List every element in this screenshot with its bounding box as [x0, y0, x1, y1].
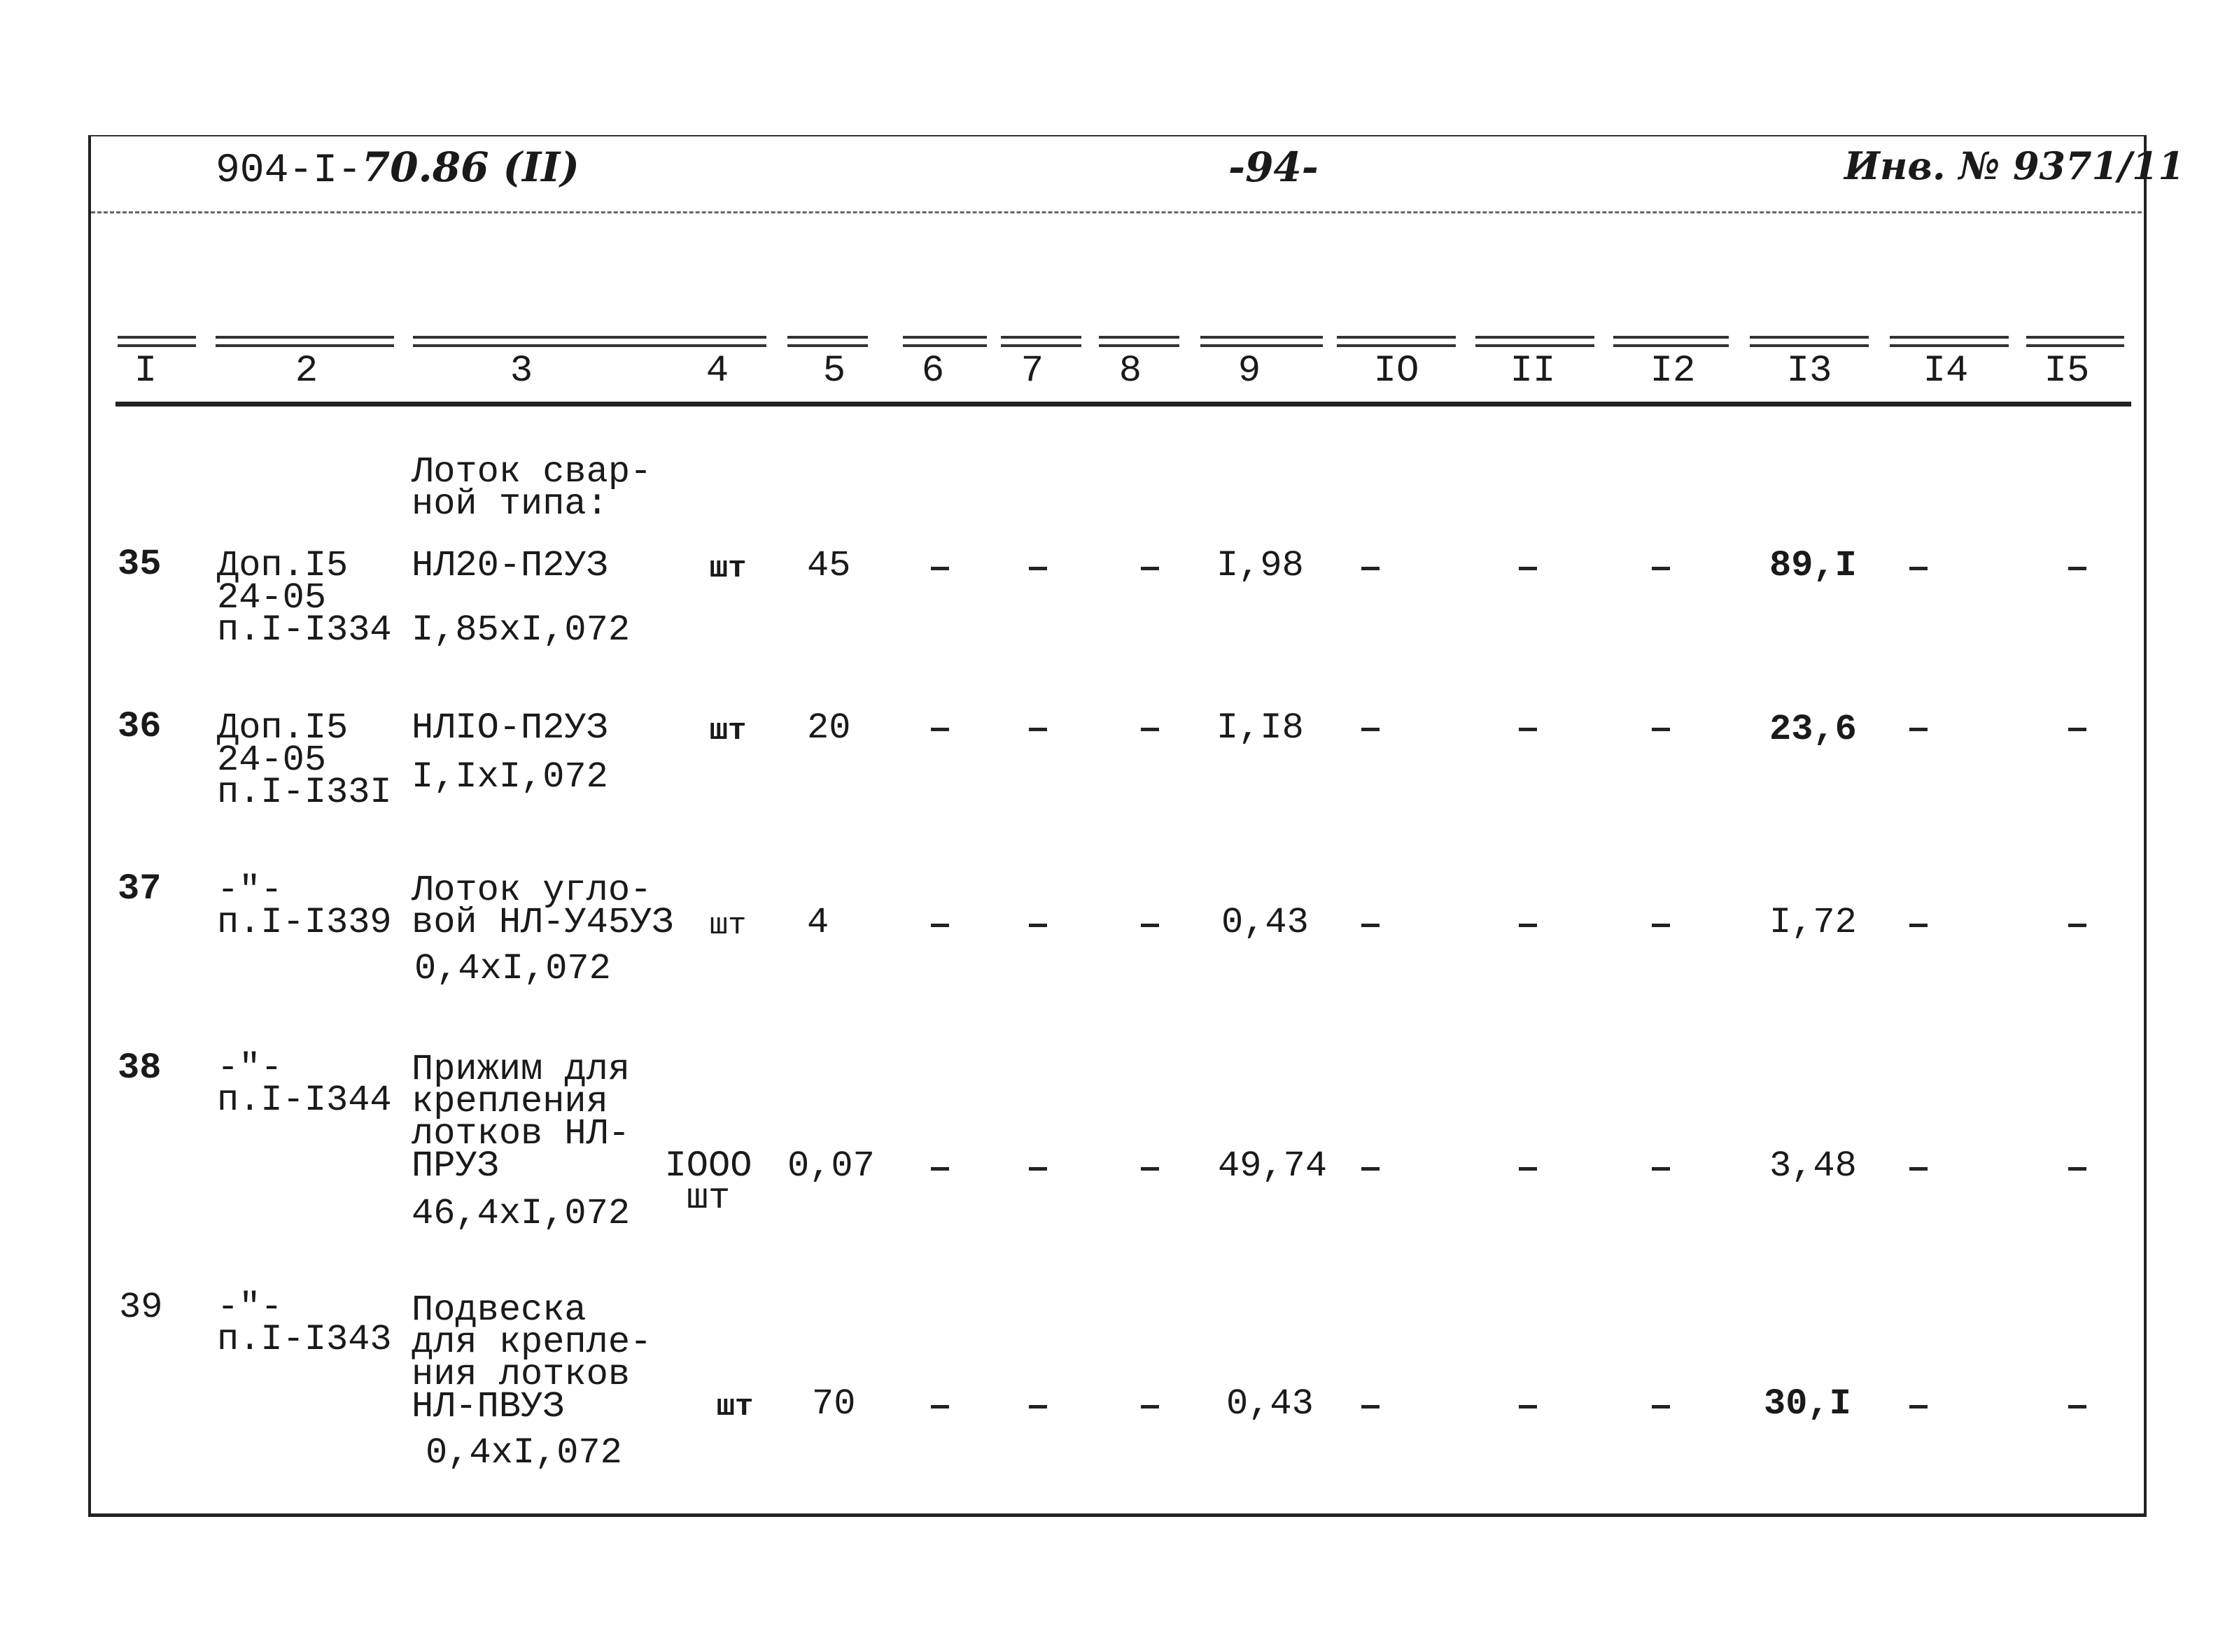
column-rule [903, 336, 987, 347]
row-col13: 23,6 [1769, 709, 1857, 750]
column-rule [118, 336, 196, 347]
row-quantity: 20 [807, 707, 851, 749]
row-reference: Доп.I5 24-05 п.I-I33I [217, 707, 392, 813]
row-quantity: 4 [807, 902, 829, 943]
row-number: 35 [118, 544, 162, 585]
empty-dash [931, 728, 949, 731]
empty-dash [1029, 1167, 1047, 1171]
column-rule [1613, 336, 1729, 347]
column-header: 8 [1118, 350, 1142, 393]
document-code: 904-I-70.86 (II) [216, 143, 580, 194]
empty-dash [1519, 567, 1537, 570]
row-reference: Доп.I5 24-05 п.I-I334 [217, 545, 392, 651]
row-number: 39 [119, 1287, 163, 1328]
column-header: I3 [1786, 350, 1832, 393]
row-unit: шт [709, 551, 747, 586]
row-col9: 0,43 [1221, 902, 1309, 943]
column-header: 2 [295, 350, 318, 393]
empty-dash [1519, 1405, 1537, 1409]
row-quantity: 45 [807, 545, 851, 586]
empty-dash [1909, 728, 1928, 731]
row-number: 37 [118, 868, 162, 910]
column-header: I2 [1650, 350, 1696, 393]
column-header: 4 [706, 350, 729, 393]
empty-dash [1141, 1167, 1159, 1171]
column-rule [413, 336, 686, 347]
row-col9: I,98 [1216, 545, 1304, 586]
row-dimensions: I,85xI,072 [412, 609, 631, 651]
row-quantity: 0,07 [787, 1145, 875, 1187]
row-col9: I,I8 [1216, 707, 1304, 749]
row-unit: шт [709, 908, 747, 943]
column-rule [1001, 336, 1081, 347]
row-reference: -"- п.I-I343 [217, 1287, 392, 1360]
empty-dash [1361, 567, 1380, 570]
empty-dash [2068, 567, 2086, 570]
empty-dash [1652, 1405, 1670, 1409]
row-col9: 0,43 [1226, 1383, 1314, 1425]
inventory-number: Инв. № 9371/11 [1844, 143, 2185, 188]
column-header: 3 [510, 350, 533, 393]
empty-dash [1029, 1405, 1047, 1409]
page-number: -94- [1228, 143, 1319, 191]
row-dimensions: 0,4xI,072 [414, 948, 611, 989]
row-reference: -"- п.I-I339 [217, 870, 392, 943]
row-quantity: 70 [812, 1383, 856, 1425]
empty-dash [1909, 924, 1928, 927]
row-unit: IООО шт [664, 1145, 752, 1219]
empty-dash [1029, 567, 1047, 570]
row-name: Лоток угло- вой НЛ-У45УЗ [412, 870, 674, 943]
row-name: Прижим для крепления лотков НЛ- ПРУЗ [412, 1049, 631, 1187]
column-header: 5 [822, 350, 846, 393]
row-reference: -"- п.I-I344 [217, 1047, 392, 1121]
column-header: IO [1373, 350, 1419, 393]
empty-dash [1141, 728, 1159, 731]
empty-dash [1909, 567, 1928, 570]
column-header: 7 [1020, 350, 1044, 393]
row-col9: 49,74 [1218, 1145, 1328, 1187]
row-dimensions: 46,4xI,072 [412, 1193, 631, 1234]
column-rule [1099, 336, 1179, 347]
row-dimensions: I,IxI,072 [412, 756, 608, 798]
row-col13: 89,I [1769, 545, 1857, 586]
row-unit: шт [709, 714, 747, 749]
header-rule [115, 402, 2131, 407]
column-header: I4 [1923, 350, 1969, 393]
header-divider [91, 211, 2142, 213]
row-name: НЛIО-П2УЗ [412, 707, 608, 749]
column-header: I5 [2044, 350, 2090, 393]
empty-dash [1519, 924, 1537, 927]
row-number: 38 [118, 1047, 162, 1089]
column-rule [1890, 336, 2009, 347]
empty-dash [2068, 1405, 2086, 1409]
empty-dash [931, 1167, 949, 1171]
row-number: 36 [118, 706, 162, 747]
empty-dash [1029, 924, 1047, 927]
row-name: НЛ20-П2УЗ [412, 545, 608, 586]
empty-dash [1141, 567, 1159, 570]
empty-dash [931, 924, 949, 927]
column-rule [1200, 336, 1323, 347]
column-rule [1337, 336, 1456, 347]
empty-dash [1909, 1405, 1928, 1409]
column-rule [1475, 336, 1594, 347]
group-title: Лоток свар- ной типа: [412, 451, 652, 525]
empty-dash [2068, 924, 2086, 927]
column-header: II [1510, 350, 1556, 393]
empty-dash [1361, 728, 1380, 731]
empty-dash [931, 567, 949, 570]
empty-dash [1652, 924, 1670, 927]
row-unit: шт [716, 1390, 754, 1425]
empty-dash [1141, 1405, 1159, 1409]
empty-dash [1361, 924, 1380, 927]
empty-dash [931, 1405, 949, 1409]
empty-dash [1361, 1405, 1380, 1409]
empty-dash [1652, 567, 1670, 570]
column-rule [787, 336, 868, 347]
row-name: Подвеска для крепле- ния лотков НЛ-ПВУЗ [412, 1290, 652, 1427]
empty-dash [1141, 924, 1159, 927]
empty-dash [1519, 728, 1537, 731]
empty-dash [1909, 1167, 1928, 1171]
row-col13: 30,I [1764, 1383, 1851, 1425]
column-header: 6 [921, 350, 945, 393]
column-rule [1750, 336, 1869, 347]
empty-dash [2068, 1167, 2086, 1171]
column-rule [2026, 336, 2124, 347]
column-rule [668, 336, 766, 347]
empty-dash [1029, 728, 1047, 731]
empty-dash [1519, 1167, 1537, 1171]
empty-dash [1652, 1167, 1670, 1171]
empty-dash [2068, 728, 2086, 731]
empty-dash [1361, 1167, 1380, 1171]
column-header: 9 [1237, 350, 1261, 393]
column-rule [216, 336, 394, 347]
column-header: I [134, 350, 157, 393]
row-col13: 3,48 [1769, 1145, 1857, 1187]
row-dimensions: 0,4xI,072 [426, 1432, 622, 1474]
empty-dash [1652, 728, 1670, 731]
row-col13: I,72 [1769, 902, 1857, 943]
